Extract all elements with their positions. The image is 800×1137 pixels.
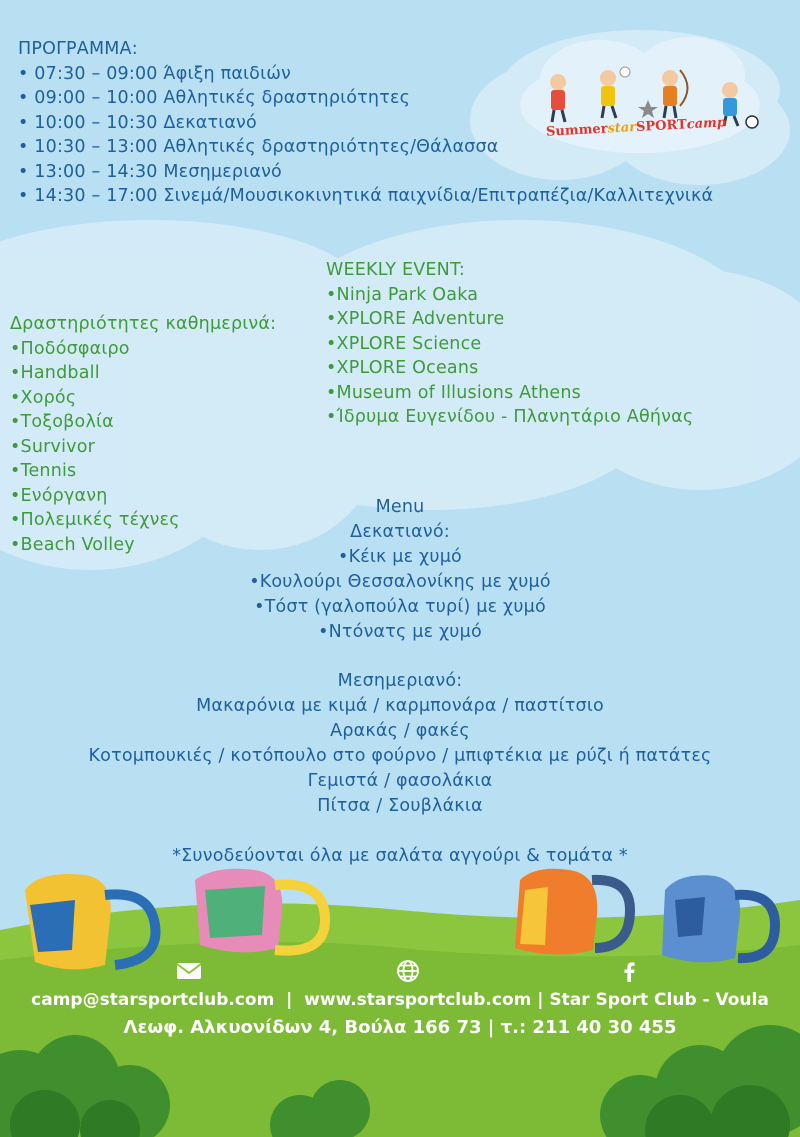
- programme-item: • 09:00 – 10:00 Αθλητικές δραστηριότητες: [18, 88, 411, 108]
- programme-item: • 13:00 – 14:30 Μεσημεριανό: [18, 161, 282, 182]
- programme-item: • 07:30 – 09:00 Άφιξη παιδιών: [18, 63, 292, 84]
- programme-list: [18, 62, 713, 209]
- snack-item: •Κουλούρι Θεσσαλονίκης με χυμό: [249, 572, 551, 592]
- daily-activity-item: •Ενόργανη: [10, 485, 108, 506]
- weekly-event-item: •XPLORE Oceans: [326, 358, 479, 378]
- globe-icon[interactable]: [396, 959, 420, 983]
- facebook-icon[interactable]: [622, 962, 636, 982]
- daily-activities-title: Δραστηριότητες καθημερινά:: [10, 314, 277, 334]
- snack-list: [0, 545, 800, 645]
- programme-item: • 14:30 – 17:00 Σινεμά/Μουσικοκινητικά παιχνίδια/Επιτραπέζια/Καλλιτεχνικά: [18, 186, 714, 206]
- weekly-event-list: [326, 283, 693, 430]
- menu-title: Menu: [375, 497, 425, 517]
- daily-activity-item: •Survivor: [10, 436, 95, 457]
- address-line: Λεωφ. Αλκυονίδων 4, Βούλα 166 73 | τ.: 211 40 30 455: [123, 1017, 677, 1038]
- envelope-icon[interactable]: [176, 962, 202, 980]
- programme-item: • 10:00 – 10:30 Δεκατιανό: [18, 112, 257, 133]
- daily-activity-item: •Ποδόσφαιρο: [10, 338, 130, 359]
- logo-text: SummerstarSPORTcamp: [545, 115, 727, 140]
- lunch-list: [0, 694, 800, 819]
- snack-item: •Τόστ (γαλοπούλα τυρί) με χυμό: [254, 597, 546, 617]
- contact-line: camp@starsportclub.com | www.starsportclub.com | Star Sport Club - Voula: [31, 990, 769, 1010]
- daily-activity-item: •Τοξοβολία: [10, 412, 114, 432]
- menu-section: [0, 495, 800, 869]
- snack-item: •Ντόνατς με χυμό: [318, 622, 482, 642]
- weekly-event-title: WEEKLY EVENT:: [326, 260, 466, 280]
- weekly-event-item: •Museum of Illusions Athens: [326, 382, 581, 403]
- snack-title: Δεκατιανό:: [350, 522, 450, 542]
- programme-section: [18, 37, 713, 209]
- weekly-event-item: •Ίδρυμα Ευγενίδου - Πλανητάριο Αθήνας: [326, 407, 694, 427]
- daily-activity-item: •Πολεμικές τέχνες: [10, 510, 180, 530]
- weekly-event-item: •Ninja Park Oaka: [326, 284, 479, 305]
- lunch-item: Γεμιστά / φασολάκια: [307, 771, 493, 791]
- daily-activity-item: •Χορός: [10, 387, 77, 408]
- daily-activity-item: •Tennis: [10, 461, 77, 481]
- weekly-event-section: [326, 258, 693, 430]
- lunch-item: Αρακάς / φακές: [330, 721, 470, 741]
- programme-title: ΠΡΟΓΡΑΜΜΑ:: [18, 39, 138, 59]
- lunch-item: Μακαρόνια με κιμά / καρμπονάρα / παστίτσιο: [196, 696, 604, 716]
- menu-note: *Συνοδεύονται όλα με σαλάτα αγγούρι & τομάτα *: [172, 846, 628, 866]
- programme-item: • 10:30 – 13:00 Αθλητικές δραστηριότητες/Θάλασσα: [18, 137, 499, 157]
- lunch-item: Κοτομπουκιές / κοτόπουλο στο φούρνο / μπιφτέκια με ρύζι ή πατάτες: [88, 746, 712, 766]
- lunch-title: Μεσημεριανό:: [337, 671, 463, 691]
- daily-activity-item: •Beach Volley: [10, 534, 135, 555]
- lunch-item: Πίτσα / Σουβλάκια: [317, 796, 483, 816]
- weekly-event-item: •XPLORE Science: [326, 333, 482, 354]
- snack-item: •Κέικ με χυμό: [338, 547, 462, 567]
- weekly-event-item: •XPLORE Adventure: [326, 309, 505, 329]
- daily-activity-item: •Handball: [10, 363, 100, 383]
